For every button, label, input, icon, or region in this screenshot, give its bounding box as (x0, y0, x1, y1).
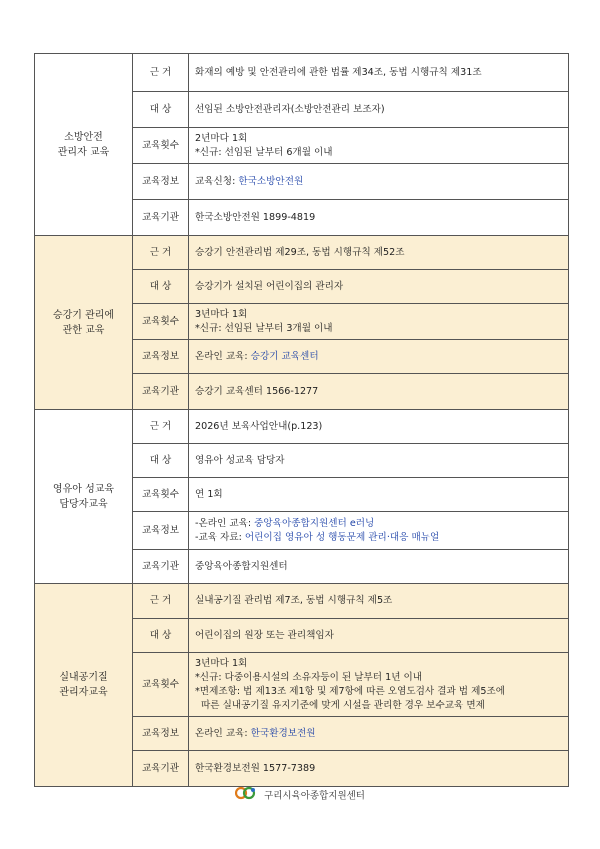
section-title-elevator: 승강기 관리에 관한 교육 (35, 236, 133, 410)
row-value: 온라인 교육: 한국환경보전원 (189, 717, 569, 751)
row-value: 승강기 교육센터 1566-1277 (189, 374, 569, 410)
row-value: -온라인 교육: 중앙육아종합지원센터 e러닝 -교육 자료: 어린이집 영유아 성 행동문제 관리·대응 매뉴얼 (189, 512, 569, 550)
gcc-logo-icon (235, 786, 257, 803)
row-value: 한국소방안전원 1899-4819 (189, 200, 569, 236)
row-value: 3년마다 1회 *신규: 다중이용시설의 소유자등이 된 날부터 1년 이내 *면제조항: 법 제13조 제1항 및 제7항에 따른 오염도검사 결과 법 제5조에 따른 실내공기질 유지기준에 맞게 시설을 관리한 경우 보수교육 면제 (189, 653, 569, 717)
row-label: 근 거 (133, 410, 189, 444)
row-label: 교육횟수 (133, 128, 189, 164)
elearning-link[interactable]: 중앙육아종합지원센터 e러닝 (254, 517, 375, 529)
row-value: 3년마다 1회 *신규: 선임된 날부터 3개월 이내 (189, 304, 569, 340)
row-value: 2년마다 1회 *신규: 선임된 날부터 6개월 이내 (189, 128, 569, 164)
row-label: 교육정보 (133, 717, 189, 751)
elevator-education-link[interactable]: 승강기 교육센터 (250, 350, 319, 362)
row-label: 교육기관 (133, 550, 189, 584)
row-label: 교육횟수 (133, 653, 189, 717)
row-label: 교육횟수 (133, 478, 189, 512)
row-value: 실내공기질 관리법 제7조, 동법 시행규칙 제5조 (189, 584, 569, 619)
row-label: 교육기관 (133, 374, 189, 410)
row-label: 교육정보 (133, 512, 189, 550)
table-row (35, 54, 569, 92)
row-label: 대 상 (133, 619, 189, 653)
document-page (34, 53, 568, 787)
section-title-fire: 소방안전 관리자 교육 (35, 54, 133, 236)
section-title-indoor-air: 실내공기질 관리자교육 (35, 584, 133, 787)
row-value: 연 1회 (189, 478, 569, 512)
row-label: 대 상 (133, 444, 189, 478)
table-row (35, 236, 569, 270)
row-label: 교육횟수 (133, 304, 189, 340)
row-value: 교육신청: 한국소방안전원 (189, 164, 569, 200)
row-value: 영유아 성교육 담당자 (189, 444, 569, 478)
row-value: 승강기가 설치된 어린이집의 관리자 (189, 270, 569, 304)
footer-text: 구리시육아종합지원센터 (264, 790, 365, 802)
row-label: 교육기관 (133, 200, 189, 236)
row-value: 선임된 소방안전관리자(소방안전관리 보조자) (189, 92, 569, 128)
table-row (35, 584, 569, 619)
row-value: 온라인 교육: 승강기 교육센터 (189, 340, 569, 374)
section-title-sex-education: 영유아 성교육 담당자교육 (35, 410, 133, 584)
row-label: 교육기관 (133, 751, 189, 787)
row-label: 근 거 (133, 584, 189, 619)
row-label: 교육정보 (133, 164, 189, 200)
row-label: 근 거 (133, 236, 189, 270)
manual-link[interactable]: 어린이집 영유아 성 행동문제 관리·대응 매뉴얼 (244, 531, 440, 543)
row-value: 화재의 예방 및 안전관리에 관한 법률 제34조, 동법 시행규칙 제31조 (189, 54, 569, 92)
row-label: 대 상 (133, 92, 189, 128)
row-value: 중앙육아종합지원센터 (189, 550, 569, 584)
footer (0, 786, 600, 803)
row-label: 근 거 (133, 54, 189, 92)
row-value: 승강기 안전관리법 제29조, 동법 시행규칙 제52조 (189, 236, 569, 270)
education-table (34, 53, 569, 787)
environment-link[interactable]: 한국환경보전원 (250, 727, 316, 739)
row-value: 2026년 보육사업안내(p.123) (189, 410, 569, 444)
row-label: 대 상 (133, 270, 189, 304)
fire-safety-link[interactable]: 한국소방안전원 (238, 175, 304, 187)
row-value: 한국환경보전원 1577-7389 (189, 751, 569, 787)
row-label: 교육정보 (133, 340, 189, 374)
row-value: 어린이집의 원장 또는 관리책임자 (189, 619, 569, 653)
table-row (35, 410, 569, 444)
